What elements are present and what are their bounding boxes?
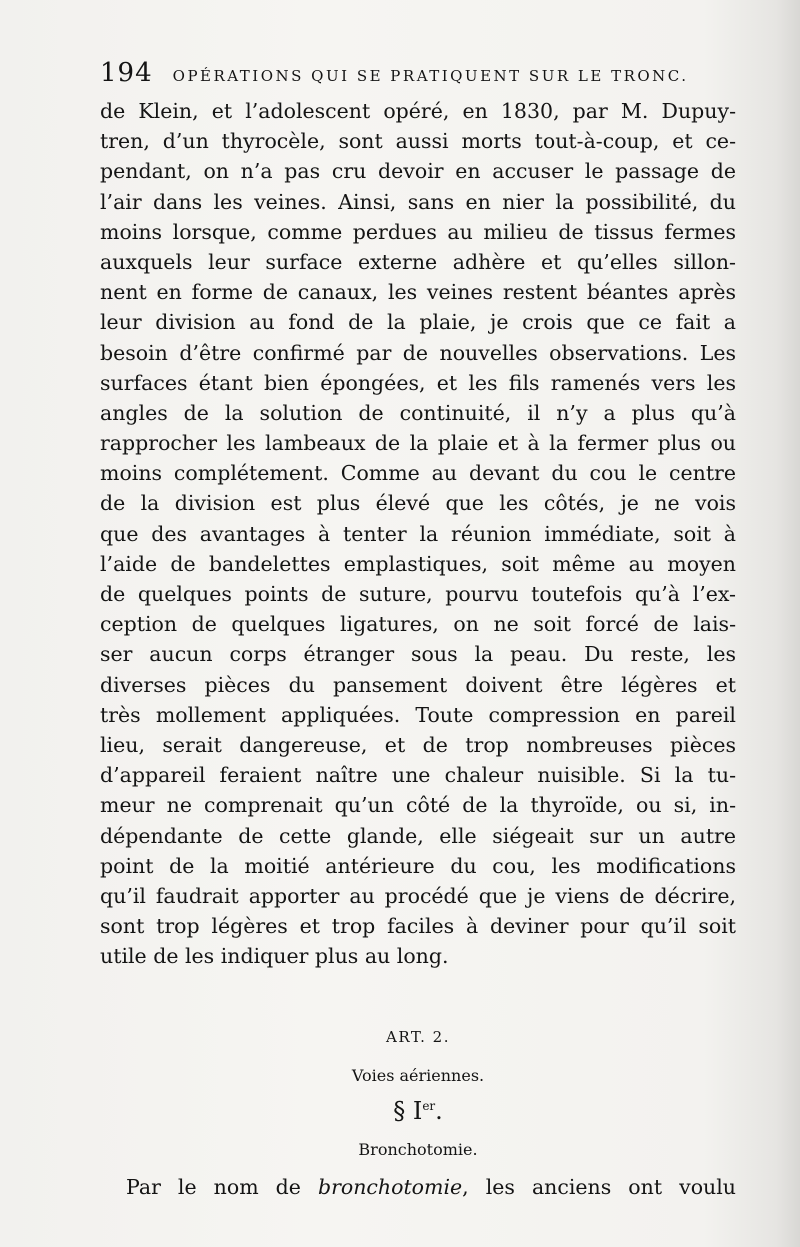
text-line: meur ne comprenait qu’un côté de la thyroïde, ou si, in- [100, 793, 736, 818]
page-number: 194 [100, 58, 153, 88]
text-line: lieu, serait dangereuse, et de trop nombreuses pièces [100, 732, 736, 757]
italic-term: bronchotomie [317, 1175, 463, 1199]
text-line: leur division au fond de la plaie, je crois que ce fait a [100, 310, 736, 335]
body-text [100, 96, 736, 971]
article-title: Voies aériennes. [351, 1066, 485, 1085]
section-superscript: er [422, 1099, 436, 1113]
text-line: qu’il faudrait apporter au procédé que je viens de décrire, [100, 883, 736, 908]
text-line: pendant, on n’a pas cru devoir en accuser le passage de [100, 159, 736, 184]
section-subtitle: Bronchotomie. [358, 1140, 478, 1159]
section-symbol: § I [393, 1097, 423, 1125]
final-line-end: , les anciens ont voulu [462, 1175, 736, 1199]
text-line: de la division est plus élevé que les côtés, je ne vois [100, 491, 736, 516]
text-line: de quelques points de suture, pourvu toutefois qu’à l’ex- [100, 582, 736, 606]
text-line: l’air dans les veines. Ainsi, sans en nier la possibilité, du [100, 189, 736, 214]
text-line: rapprocher les lambeaux de la plaie et à la fermer plus ou [100, 431, 736, 456]
text-line: tren, d’un thyrocèle, sont aussi morts tout-à-coup, et ce- [100, 129, 736, 154]
text-line: de Klein, et l’adolescent opéré, en 1830, par M. Dupuy- [100, 99, 736, 123]
text-line: angles de la solution de continuité, il n’y a plus qu’à [100, 400, 736, 425]
text-line: sont trop légères et trop faciles à deviner pour qu’il soit [100, 914, 736, 939]
text-line: dépendante de cette glande, elle siégeait sur un autre [100, 823, 736, 848]
text-line: d’appareil feraient naître une chaleur nuisible. Si la tu- [100, 763, 736, 788]
section-dot: . [435, 1097, 443, 1125]
text-line: très mollement appliquées. Toute compression en pareil [100, 702, 736, 727]
running-head-title: OPÉRATIONS QUI SE PRATIQUENT SUR LE TRONC. [172, 67, 689, 85]
text-line: besoin d’être confirmé par de nouvelles observations. Les [100, 340, 736, 365]
final-text-line [126, 1172, 736, 1202]
article-label: ART. 2. [385, 1028, 450, 1046]
text-line: diverses pièces du pansement doivent être légères et [100, 672, 736, 697]
text-line: surfaces étant bien épongées, et les fils ramenés vers les [100, 370, 736, 395]
final-line-start: Par le nom de [126, 1175, 318, 1199]
text-line: moins lorsque, comme perdues au milieu de tissus fermes [100, 219, 736, 244]
section-heading [0, 1097, 800, 1125]
text-line: ser aucun corps étranger sous la peau. Du reste, les [100, 642, 736, 667]
text-line: utile de les indiquer plus au long. [100, 944, 449, 969]
text-line: point de la moitié antérieure du cou, les modifications [100, 853, 736, 878]
text-line: ception de quelques ligatures, on ne soit forcé de lais- [100, 612, 736, 637]
text-line: l’aide de bandelettes emplastiques, soit même au moyen [100, 551, 736, 576]
text-line: que des avantages à tenter la réunion immédiate, soit à [100, 521, 736, 546]
text-line: moins complétement. Comme au devant du cou le centre [100, 461, 736, 486]
text-line: nent en forme de canaux, les veines restent béantes après [100, 280, 736, 305]
text-line: auxquels leur surface externe adhère et qu’elles sillon- [100, 249, 736, 274]
running-head [100, 58, 710, 88]
